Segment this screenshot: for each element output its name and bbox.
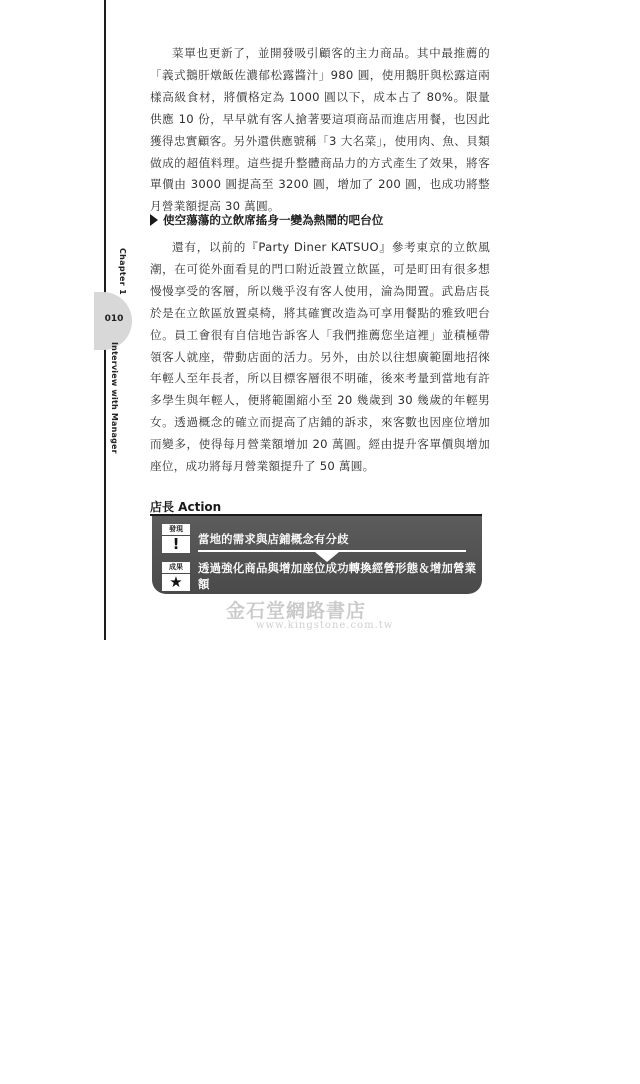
chapter-subtitle: Interview with Manager	[110, 342, 119, 454]
section-heading	[150, 212, 490, 228]
paragraph-2: 還有，以前的『Party Diner KATSUO』參考東京的立飲風潮，在可從外面看見的門口附近設置立飲區，可是町田有很多想慢慢享受的客層，所以幾乎沒有客人使用，淪為閒置。武島店長於是在立飲區放置桌椅，將其確實改造為可享用餐點的雅致吧台位。員工會很有自信地告訴客人「我們推薦您坐這裡」並積極帶領客人就座，帶動店面的活力。另外，由於以往想廣範圍地招徠年輕人至年長者，所以目標客層很不明確，後來考量到當地有許多學生與年輕人，便將範圍縮小至 20 幾歲到 30 幾歲的年輕男女。透過概念的確立而提高了店鋪的訴求，來客數也因座位增加而變多，使得每月營業額增加 20 萬圓。經由提升客單價與增加座位，成功將每月營業額提升了 50 萬圓。	[150, 240, 490, 474]
page-number: 010	[104, 314, 124, 324]
star-icon: ★	[162, 573, 190, 591]
finding-badge-label: 發現	[162, 524, 190, 535]
section-heading-text: 使空蕩蕩的立飲席搖身一變為熱鬧的吧台位	[163, 213, 384, 227]
action-item-finding	[162, 524, 349, 553]
triangle-bullet-icon	[150, 214, 158, 226]
chapter-label: Chapter 1	[118, 248, 127, 295]
result-text: 透過強化商品與增加座位成功轉換經營形態＆增加營業額	[198, 561, 477, 591]
watermark-brand: Kingstone	[384, 1053, 531, 1084]
paragraph-1: 菜單也更新了，並開發吸引顧客的主力商品。其中最推薦的「義式鵝肝燉飯佐濃郁松露醬汁」980 圓，使用鵝肝與松露這兩樣高級食材，將價格定為 1000 圓以下，成本占了 80%。限量供應 10 份，早早就有客人搶著要這項商品而進店用餐，也因此獲得忠實顧客。另外還供應號稱「3 大名菜」，使用肉、魚、貝類做成的超值料理。這些提升整體商品力的方式產生了效果，將客單價由 3000 圓提高至 3200 圓，增加了 200 圓，也成功將整月營業額提高 30 萬圓。	[150, 46, 490, 214]
finding-text: 當地的需求與店鋪概念有分歧	[198, 531, 349, 546]
action-item-result	[162, 560, 482, 592]
action-title: 店長 Action	[150, 500, 222, 514]
watermark-url: www.kingstone.com.tw	[256, 620, 394, 631]
result-badge-label: 成果	[162, 562, 190, 573]
result-badge	[162, 562, 190, 591]
finding-badge	[162, 524, 190, 553]
exclamation-icon: !	[162, 535, 190, 553]
watermark-store-name: 金石堂網路書店	[226, 600, 367, 622]
